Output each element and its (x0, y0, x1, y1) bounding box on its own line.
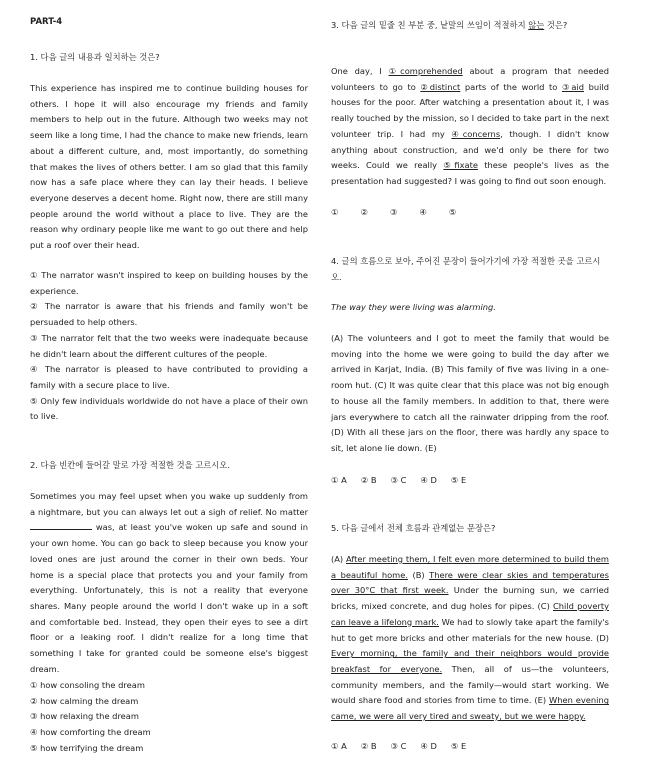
q2-blank (30, 520, 92, 530)
q1-option-3[interactable]: ③ The narrator felt that the two weeks were inadequate because he didn't learn about the different cultures of the people. (30, 332, 308, 359)
q3-choice-5[interactable]: ⑤ (448, 207, 457, 217)
q5-choice-d[interactable]: ④ D (420, 741, 437, 751)
q2-option-3[interactable]: ③ how relaxing the dream (30, 711, 139, 722)
q4-given-sentence: The way they were living was alarming. (331, 302, 496, 312)
q4-passage: (A) The volunteers and I got to meet the family that would be moving into the home we were going to build the day after we arrived in Karjat, India. (B) This family of five was living in a one-room hut. (C) It was quite clear that this place was not big enough to house all the family members. In addition to that, there were jars everywhere to catch all the rainwater dripping from the roof. (D) With all these jars on the floor, there was hardly any space to sit, let alone lie down. (E) (331, 333, 609, 453)
q2-question: 2. 다음 빈칸에 들어갈 말로 가장 적절한 것을 고르시오. (30, 460, 230, 470)
q1-option-4[interactable]: ④ The narrator is pleased to have contributed to providing a family with a secure place to live. (30, 364, 308, 390)
q2-option-4[interactable]: ④ how comforting the dream (30, 727, 151, 738)
q3-text-1: One day, I (331, 66, 389, 76)
q5-sentence-a: After meeting them, I felt even more determined to build them a beautiful home. (331, 554, 609, 580)
q5-choice-b[interactable]: ② B (360, 741, 377, 751)
q4-question: 4. 글의 흐름으로 보아, 주어진 문장이 들어가기에 가장 적절한 곳을 고르시오. (331, 256, 601, 282)
q3-text-3: parts of the world to (460, 81, 562, 92)
q5-text-2: We had to slowly take apart the family's hut to get more bricks and other materials for the new house. (D) (331, 616, 609, 643)
q3-question-part-b: 것은? (544, 20, 568, 30)
q5-sentence-e: When evening came, we were all very tired and sweaty, but we were happy. (331, 695, 609, 722)
q5-question: 5. 다음 글에서 전체 흐름과 관계없는 문장은? (331, 523, 496, 533)
q1-passage: This experience has inspired me to continue building houses for others. I hope it will also encourage my friends and family members to help out in the future. Although two weeks may not seem like a long time, I had the chance to make new friends, learn about a different culture, and, most importantly, do something that makes the lives of others better. I am so glad that this family now has a safe place where they can lay their heads. I believe everyone deserves a decent home. Right now, there are still many people around the world without a place to live. They are the reason why ordinary people like me want to go out there and help put a roof over their head. (30, 83, 308, 251)
q1-question: 1. 다음 글의 내용과 일치하는 것은? (30, 52, 160, 62)
q3-text-5: , though. I didn't know anything about construction, and we'd only be there for two weeks. Could we really (331, 128, 609, 171)
q3-text-2: about a program that needed volunteers to go to (331, 66, 609, 92)
q3-underline-2: ②distinct (420, 81, 461, 92)
q5-choice-e[interactable]: ⑤ E (450, 741, 467, 751)
q3-question (331, 17, 609, 33)
q2-options (30, 678, 308, 757)
q3-choice-2[interactable]: ② (360, 207, 368, 217)
q4-choices (331, 475, 609, 485)
q2-passage (30, 489, 308, 677)
q5-text-3: Then, all of us—the volunteers, community members, and the family—would start working. We would share food and stories from time to time. (E) (331, 663, 609, 706)
q5-label-b: (B) (407, 569, 430, 580)
q4-choice-a[interactable]: ① A (331, 475, 347, 485)
q3-choices (331, 207, 609, 217)
q1-option-2[interactable]: ② The narrator is aware that his friends and family won't be persuaded to help others. (30, 301, 308, 328)
q3-choice-4[interactable]: ④ (419, 207, 427, 217)
q5-passage (331, 552, 609, 725)
q2-passage-before: Sometimes you may feel upset when you wake up suddenly from a nightmare, but you can always let out a sigh of relief. No matter (30, 491, 308, 517)
q4-choice-d[interactable]: ④ D (420, 475, 437, 485)
q1-option-1[interactable]: ① The narrator wasn't inspired to keep on building houses by the experience. (30, 270, 308, 296)
q2-option-2[interactable]: ② how calming the dream (30, 695, 139, 706)
q3-underline-4: ④concerns (451, 128, 501, 139)
q2-option-5[interactable]: ⑤ how terrifying the dream (30, 742, 144, 753)
part-title: PART-4 (30, 17, 63, 27)
q3-underline-3: ③aid (561, 81, 584, 92)
q3-passage (331, 64, 609, 190)
q5-choice-a[interactable]: ① A (331, 741, 347, 751)
q4-choice-b[interactable]: ② B (360, 475, 377, 485)
q5-sentence-b: There were clear skies and temperatures over 30°C that first week. (331, 569, 609, 596)
q3-underline-1: ①comprehended (388, 66, 463, 76)
q3-underline-5: ⑤fixate (443, 160, 478, 171)
q5-text-1: Under the burning sun, we carried bricks, mixed concrete, and dug holes for pipes. (C) (331, 585, 609, 612)
q2-passage-after: was, at least you've woken up safe and sound in your own home. You can go back to sleep because you know your loved ones are just around the corner in their own beds. Your home is a special place that protects you and your family from everything. Unfortunately, this is not a reality that everyone shares. Many people around the world I don't wake up in a soft and comfortable bed. Instead, they open their eyes to see a dirt floor or a leaking roof. I didn't realize for a long time that something I take for granted could be someone else's biggest dream. (30, 522, 309, 674)
q5-sentence-d: Every morning, the family and their neighbors would provide breakfast for everyone. (331, 648, 609, 674)
q5-sentence-c: Child poverty can leave a lifelong mark. (331, 601, 610, 627)
q1-option-5[interactable]: ⑤ Only few individuals worldwide do not have a place of their own to live. (30, 395, 308, 422)
q5-label-a: (A) (331, 554, 346, 564)
q5-choice-c[interactable]: ③ C (390, 741, 407, 751)
q4-choice-c[interactable]: ③ C (390, 475, 407, 485)
q4-choice-e[interactable]: ⑤ E (450, 475, 467, 485)
q3-question-part-a: 3. 다음 글의 밑줄 친 부분 중, 낱말의 쓰임이 적절하지 (331, 20, 529, 30)
q1-options (30, 268, 308, 425)
q5-choices (331, 741, 609, 751)
q3-text-6: these people's lives as the presentation had suggested? I was going to find out soon enough. (331, 160, 609, 186)
q2-option-1[interactable]: ① how consoling the dream (30, 680, 145, 690)
q3-question-not: 않는 (528, 20, 545, 30)
q3-text-4: build houses for the poor. After watching a presentation about it, I was really touched by the mission, so I decided to take part in the next volunteer trip. I had my (331, 81, 609, 139)
q3-choice-1[interactable]: ① (331, 207, 339, 217)
q3-choice-3[interactable]: ③ (389, 207, 398, 217)
